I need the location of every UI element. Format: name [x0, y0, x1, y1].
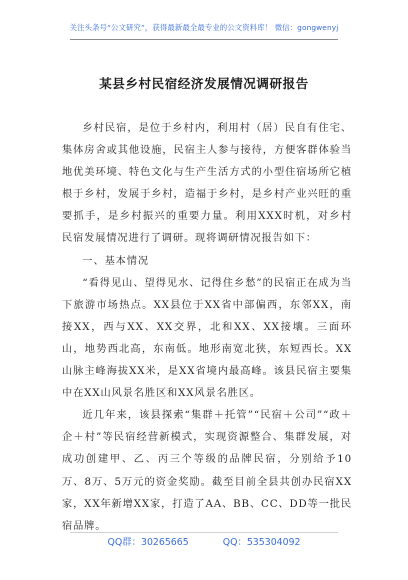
document-title: 某县乡村民宿经济发展情况调研报告 [99, 76, 309, 91]
paragraph-location: “看得见山、望得见水、记得住乡愁”的民宿正在成为当下旅游市场热点。XX县位于XX省中部偏西，东邻XX，南接XX，西与XX、XX交界，北和XX、XX接壤。三面环山，地势西北高，东南低。地形南宽北狭，东短西长。XX山脉主峰海拔XX米，是XX省境内最高峰。该县民宿主要集中在XX山风景名胜区和XX风景名胜区。 [62, 277, 352, 400]
header-divider [70, 39, 338, 40]
footer-qq-group: QQ群：30265665 [107, 537, 189, 548]
footer-contact [0, 534, 408, 548]
section-heading-basic: 一、基本情况 [82, 255, 149, 267]
paragraph-development: 近几年来，该县探索“集群＋托管”“民宿＋公司”“政＋企＋村”等民宿经营新模式，实现资源整合、集群发展，对成功创建甲、乙、丙三个等级的品牌民宿，分别给予10万、8万、5万元的资金奖励。截至目前全县共创办民宿XX家，XX年新增XX家，打造了AA、BB、CC、DD等一批民宿品牌。 [62, 410, 352, 532]
header-banner: 关注头条号“公文研究”，获得最新最全最专业的公文资料库！ 微信：gongwenyj [69, 23, 339, 32]
footer-qq-number: QQ：535304092 [222, 537, 301, 548]
paragraph-intro: 乡村民宿，是位于乡村内，利用村（居）民自有住宅、集体房舍或其他设施，民宿主人参与接待，方便客群体验当地优美环境、特色文化与生产生活方式的小型住宿场所它植根于乡村，发展于乡村，造福于乡村，是乡村产业兴旺的重要抓手，是乡村振兴的重要力量。利用XXX时机，对乡村民宿发展情况进行了调研。现将调研情况报告如下： [62, 123, 352, 245]
document-body [62, 118, 352, 538]
footer-divider [70, 532, 338, 533]
